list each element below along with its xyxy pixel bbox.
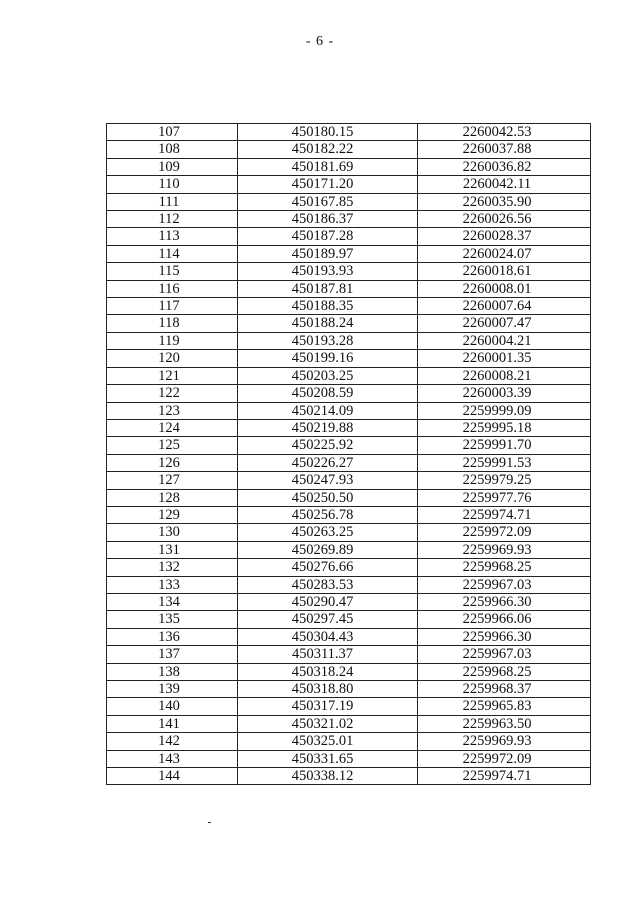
table-row bbox=[107, 646, 591, 663]
y-coordinate-cell: 2260042.53 bbox=[418, 124, 591, 141]
table-row bbox=[107, 280, 591, 297]
table-row bbox=[107, 489, 591, 506]
table-row bbox=[107, 245, 591, 262]
point-number-cell: 144 bbox=[107, 768, 238, 785]
table-row bbox=[107, 437, 591, 454]
point-number-cell: 107 bbox=[107, 124, 238, 141]
y-coordinate-cell: 2259966.30 bbox=[418, 628, 591, 645]
x-coordinate-cell: 450331.65 bbox=[238, 750, 418, 767]
point-number-cell: 113 bbox=[107, 228, 238, 245]
point-number-cell: 111 bbox=[107, 193, 238, 210]
y-coordinate-cell: 2259979.25 bbox=[418, 472, 591, 489]
y-coordinate-cell: 2260001.35 bbox=[418, 350, 591, 367]
table-row bbox=[107, 419, 591, 436]
x-coordinate-cell: 450311.37 bbox=[238, 646, 418, 663]
y-coordinate-cell: 2259974.71 bbox=[418, 506, 591, 523]
y-coordinate-cell: 2259966.30 bbox=[418, 593, 591, 610]
table-row bbox=[107, 332, 591, 349]
point-number-cell: 131 bbox=[107, 541, 238, 558]
y-coordinate-cell: 2260042.11 bbox=[418, 176, 591, 193]
table-row bbox=[107, 506, 591, 523]
table-row bbox=[107, 402, 591, 419]
y-coordinate-cell: 2260026.56 bbox=[418, 211, 591, 228]
table-row bbox=[107, 750, 591, 767]
table-row bbox=[107, 298, 591, 315]
point-number-cell: 118 bbox=[107, 315, 238, 332]
y-coordinate-cell: 2259999.09 bbox=[418, 402, 591, 419]
y-coordinate-cell: 2259991.53 bbox=[418, 454, 591, 471]
point-number-cell: 124 bbox=[107, 419, 238, 436]
x-coordinate-cell: 450318.80 bbox=[238, 681, 418, 698]
y-coordinate-cell: 2260008.21 bbox=[418, 367, 591, 384]
point-number-cell: 119 bbox=[107, 332, 238, 349]
table-row bbox=[107, 454, 591, 471]
x-coordinate-cell: 450290.47 bbox=[238, 593, 418, 610]
table-row bbox=[107, 141, 591, 158]
x-coordinate-cell: 450269.89 bbox=[238, 541, 418, 558]
table-row bbox=[107, 715, 591, 732]
x-coordinate-cell: 450219.88 bbox=[238, 419, 418, 436]
y-coordinate-cell: 2260036.82 bbox=[418, 158, 591, 175]
x-coordinate-cell: 450297.45 bbox=[238, 611, 418, 628]
y-coordinate-cell: 2259963.50 bbox=[418, 715, 591, 732]
y-coordinate-cell: 2260007.47 bbox=[418, 315, 591, 332]
point-number-cell: 134 bbox=[107, 593, 238, 610]
table-row bbox=[107, 228, 591, 245]
x-coordinate-cell: 450181.69 bbox=[238, 158, 418, 175]
point-number-cell: 141 bbox=[107, 715, 238, 732]
table-row bbox=[107, 628, 591, 645]
x-coordinate-cell: 450250.50 bbox=[238, 489, 418, 506]
page-number: - 6 - bbox=[305, 34, 335, 49]
table-row bbox=[107, 211, 591, 228]
x-coordinate-cell: 450188.35 bbox=[238, 298, 418, 315]
scan-speck bbox=[208, 822, 211, 823]
point-number-cell: 130 bbox=[107, 524, 238, 541]
table-row bbox=[107, 541, 591, 558]
coordinates-table bbox=[106, 123, 591, 785]
y-coordinate-cell: 2259977.76 bbox=[418, 489, 591, 506]
point-number-cell: 128 bbox=[107, 489, 238, 506]
x-coordinate-cell: 450338.12 bbox=[238, 768, 418, 785]
y-coordinate-cell: 2259972.09 bbox=[418, 750, 591, 767]
point-number-cell: 120 bbox=[107, 350, 238, 367]
table-row bbox=[107, 663, 591, 680]
y-coordinate-cell: 2259972.09 bbox=[418, 524, 591, 541]
y-coordinate-cell: 2259965.83 bbox=[418, 698, 591, 715]
x-coordinate-cell: 450188.24 bbox=[238, 315, 418, 332]
y-coordinate-cell: 2259969.93 bbox=[418, 541, 591, 558]
x-coordinate-cell: 450317.19 bbox=[238, 698, 418, 715]
x-coordinate-cell: 450226.27 bbox=[238, 454, 418, 471]
x-coordinate-cell: 450199.16 bbox=[238, 350, 418, 367]
x-coordinate-cell: 450304.43 bbox=[238, 628, 418, 645]
x-coordinate-cell: 450187.81 bbox=[238, 280, 418, 297]
x-coordinate-cell: 450318.24 bbox=[238, 663, 418, 680]
y-coordinate-cell: 2260037.88 bbox=[418, 141, 591, 158]
x-coordinate-cell: 450208.59 bbox=[238, 385, 418, 402]
x-coordinate-cell: 450247.93 bbox=[238, 472, 418, 489]
table-row bbox=[107, 385, 591, 402]
table-row bbox=[107, 681, 591, 698]
y-coordinate-cell: 2259991.70 bbox=[418, 437, 591, 454]
table-row bbox=[107, 193, 591, 210]
x-coordinate-cell: 450187.28 bbox=[238, 228, 418, 245]
y-coordinate-cell: 2259967.03 bbox=[418, 576, 591, 593]
y-coordinate-cell: 2260035.90 bbox=[418, 193, 591, 210]
y-coordinate-cell: 2260004.21 bbox=[418, 332, 591, 349]
x-coordinate-cell: 450203.25 bbox=[238, 367, 418, 384]
y-coordinate-cell: 2259995.18 bbox=[418, 419, 591, 436]
point-number-cell: 122 bbox=[107, 385, 238, 402]
x-coordinate-cell: 450186.37 bbox=[238, 211, 418, 228]
table-row bbox=[107, 559, 591, 576]
table-row bbox=[107, 611, 591, 628]
table-row bbox=[107, 593, 591, 610]
table-row bbox=[107, 472, 591, 489]
y-coordinate-cell: 2259969.93 bbox=[418, 733, 591, 750]
point-number-cell: 139 bbox=[107, 681, 238, 698]
table-row bbox=[107, 524, 591, 541]
point-number-cell: 109 bbox=[107, 158, 238, 175]
coordinates-table-body bbox=[107, 124, 591, 785]
point-number-cell: 123 bbox=[107, 402, 238, 419]
y-coordinate-cell: 2260008.01 bbox=[418, 280, 591, 297]
table-row bbox=[107, 158, 591, 175]
point-number-cell: 125 bbox=[107, 437, 238, 454]
x-coordinate-cell: 450180.15 bbox=[238, 124, 418, 141]
point-number-cell: 127 bbox=[107, 472, 238, 489]
point-number-cell: 117 bbox=[107, 298, 238, 315]
x-coordinate-cell: 450325.01 bbox=[238, 733, 418, 750]
point-number-cell: 137 bbox=[107, 646, 238, 663]
table-row bbox=[107, 263, 591, 280]
table-row bbox=[107, 350, 591, 367]
y-coordinate-cell: 2259966.06 bbox=[418, 611, 591, 628]
point-number-cell: 112 bbox=[107, 211, 238, 228]
table-row bbox=[107, 698, 591, 715]
table-row bbox=[107, 733, 591, 750]
table-row bbox=[107, 576, 591, 593]
x-coordinate-cell: 450189.97 bbox=[238, 245, 418, 262]
x-coordinate-cell: 450276.66 bbox=[238, 559, 418, 576]
point-number-cell: 114 bbox=[107, 245, 238, 262]
y-coordinate-cell: 2260007.64 bbox=[418, 298, 591, 315]
x-coordinate-cell: 450167.85 bbox=[238, 193, 418, 210]
x-coordinate-cell: 450171.20 bbox=[238, 176, 418, 193]
point-number-cell: 132 bbox=[107, 559, 238, 576]
table-row bbox=[107, 768, 591, 785]
point-number-cell: 115 bbox=[107, 263, 238, 280]
point-number-cell: 142 bbox=[107, 733, 238, 750]
point-number-cell: 135 bbox=[107, 611, 238, 628]
point-number-cell: 108 bbox=[107, 141, 238, 158]
y-coordinate-cell: 2260003.39 bbox=[418, 385, 591, 402]
table-row bbox=[107, 367, 591, 384]
x-coordinate-cell: 450283.53 bbox=[238, 576, 418, 593]
x-coordinate-cell: 450225.92 bbox=[238, 437, 418, 454]
point-number-cell: 140 bbox=[107, 698, 238, 715]
x-coordinate-cell: 450193.28 bbox=[238, 332, 418, 349]
x-coordinate-cell: 450182.22 bbox=[238, 141, 418, 158]
table-row bbox=[107, 315, 591, 332]
point-number-cell: 138 bbox=[107, 663, 238, 680]
point-number-cell: 133 bbox=[107, 576, 238, 593]
table-row bbox=[107, 176, 591, 193]
x-coordinate-cell: 450193.93 bbox=[238, 263, 418, 280]
y-coordinate-cell: 2259968.37 bbox=[418, 681, 591, 698]
x-coordinate-cell: 450214.09 bbox=[238, 402, 418, 419]
y-coordinate-cell: 2259968.25 bbox=[418, 663, 591, 680]
point-number-cell: 143 bbox=[107, 750, 238, 767]
point-number-cell: 116 bbox=[107, 280, 238, 297]
y-coordinate-cell: 2259974.71 bbox=[418, 768, 591, 785]
y-coordinate-cell: 2260024.07 bbox=[418, 245, 591, 262]
y-coordinate-cell: 2260028.37 bbox=[418, 228, 591, 245]
x-coordinate-cell: 450263.25 bbox=[238, 524, 418, 541]
point-number-cell: 126 bbox=[107, 454, 238, 471]
y-coordinate-cell: 2259968.25 bbox=[418, 559, 591, 576]
y-coordinate-cell: 2260018.61 bbox=[418, 263, 591, 280]
point-number-cell: 129 bbox=[107, 506, 238, 523]
point-number-cell: 121 bbox=[107, 367, 238, 384]
point-number-cell: 110 bbox=[107, 176, 238, 193]
point-number-cell: 136 bbox=[107, 628, 238, 645]
x-coordinate-cell: 450321.02 bbox=[238, 715, 418, 732]
table-row bbox=[107, 124, 591, 141]
y-coordinate-cell: 2259967.03 bbox=[418, 646, 591, 663]
x-coordinate-cell: 450256.78 bbox=[238, 506, 418, 523]
